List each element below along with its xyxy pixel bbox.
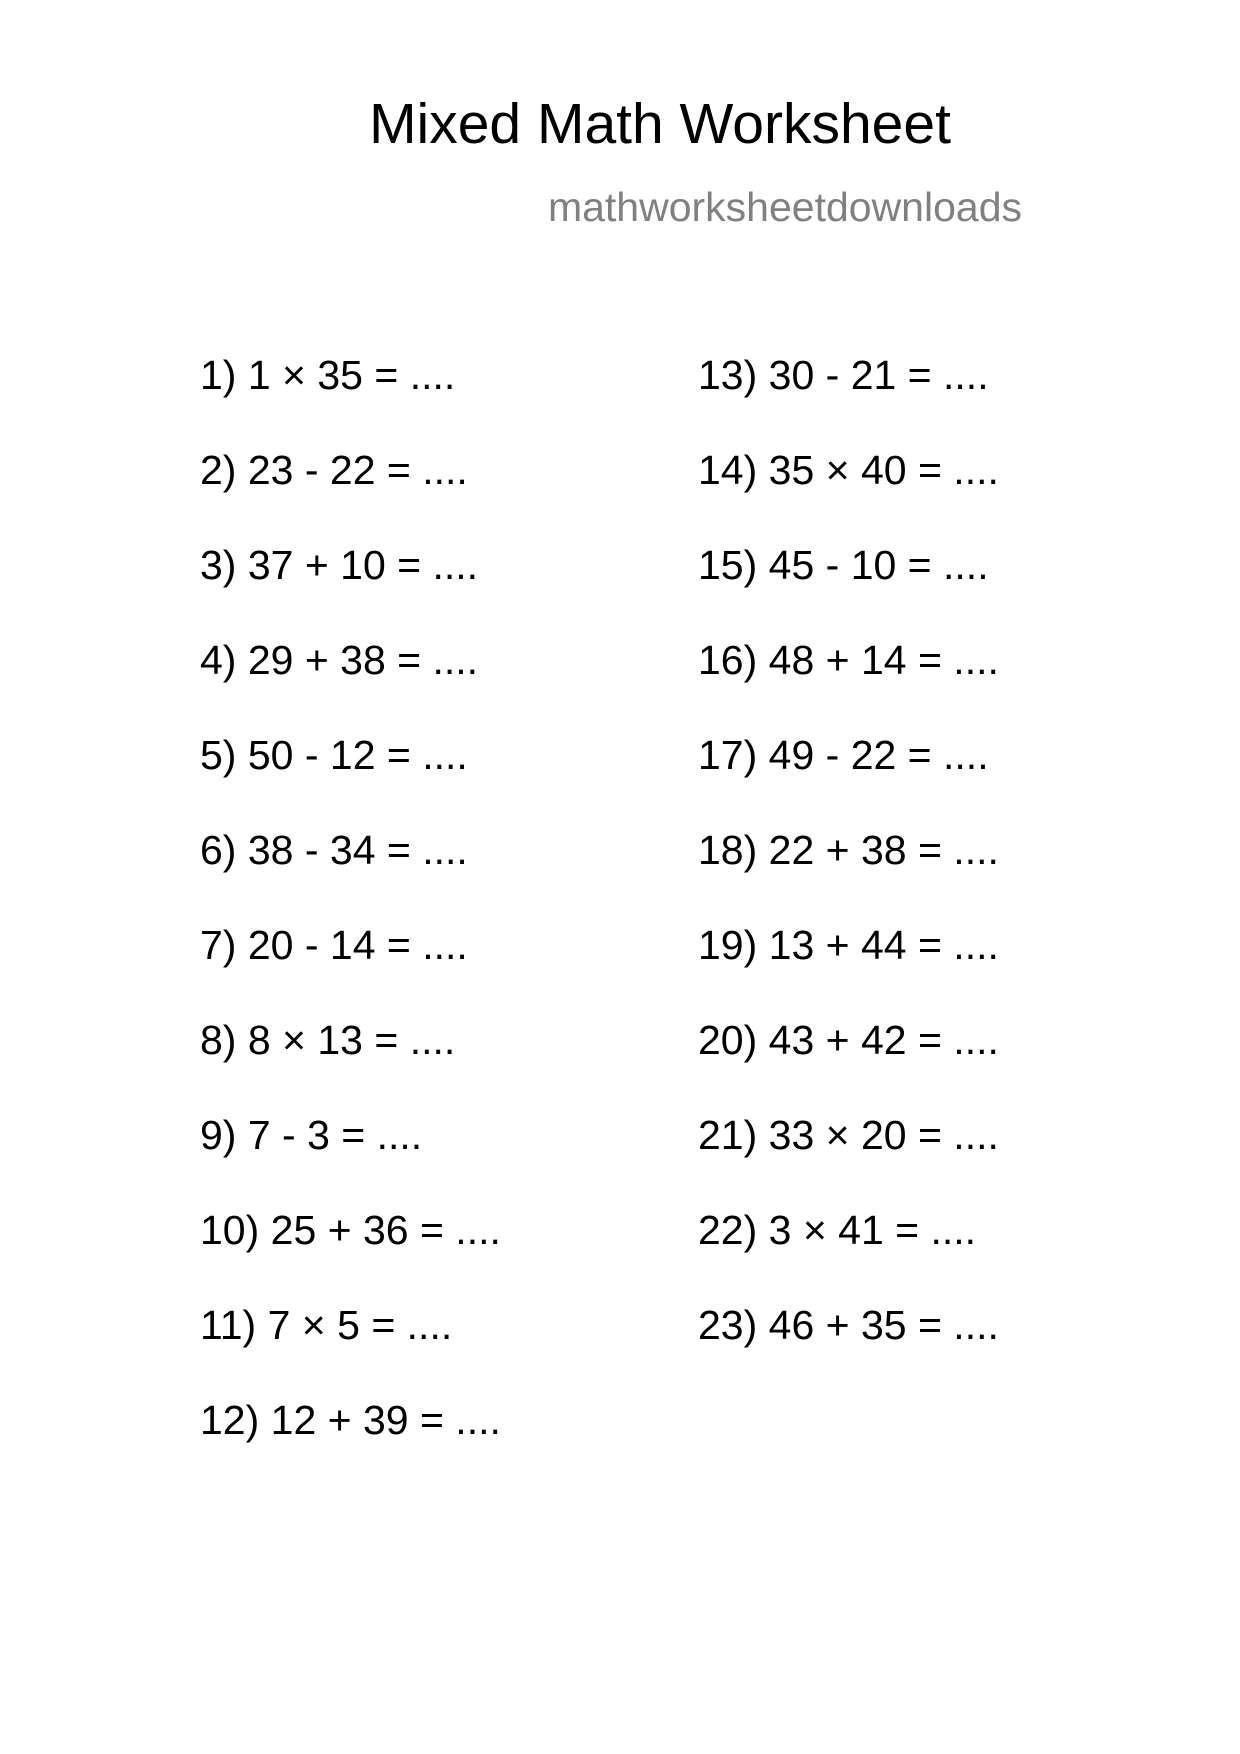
problem-10: 10) 25 + 36 = ....	[200, 1207, 501, 1253]
problem-13: 13) 30 - 21 = ....	[698, 352, 989, 398]
problem-22: 22) 3 × 41 = ....	[698, 1207, 977, 1253]
problem-8: 8) 8 × 13 = ....	[200, 1017, 456, 1063]
problem-9: 9) 7 - 3 = ....	[200, 1112, 423, 1158]
problem-11: 11) 7 × 5 = ....	[200, 1302, 453, 1348]
problem-19: 19) 13 + 44 = ....	[698, 922, 999, 968]
problem-5: 5) 50 - 12 = ....	[200, 732, 468, 778]
problem-15: 15) 45 - 10 = ....	[698, 542, 989, 588]
worksheet-source: mathworksheetdownloads	[547, 184, 1022, 230]
problem-17: 17) 49 - 22 = ....	[698, 732, 989, 778]
problem-7: 7) 20 - 14 = ....	[200, 922, 468, 968]
problem-21: 21) 33 × 20 = ....	[698, 1112, 999, 1158]
problem-list-right	[698, 353, 999, 1398]
problem-20: 20) 43 + 42 = ....	[698, 1017, 999, 1063]
worksheet-title: Mixed Math Worksheet	[369, 92, 951, 156]
problem-3: 3) 37 + 10 = ....	[200, 542, 479, 588]
problem-list-left	[200, 353, 501, 1493]
problem-12: 12) 12 + 39 = ....	[200, 1397, 501, 1443]
problem-23: 23) 46 + 35 = ....	[698, 1302, 999, 1348]
problem-4: 4) 29 + 38 = ....	[200, 637, 479, 683]
problem-6: 6) 38 - 34 = ....	[200, 827, 468, 873]
problem-2: 2) 23 - 22 = ....	[200, 447, 468, 493]
problem-14: 14) 35 × 40 = ....	[698, 447, 999, 493]
problem-1: 1) 1 × 35 = ....	[200, 352, 456, 398]
problem-18: 18) 22 + 38 = ....	[698, 827, 999, 873]
problem-16: 16) 48 + 14 = ....	[698, 637, 999, 683]
